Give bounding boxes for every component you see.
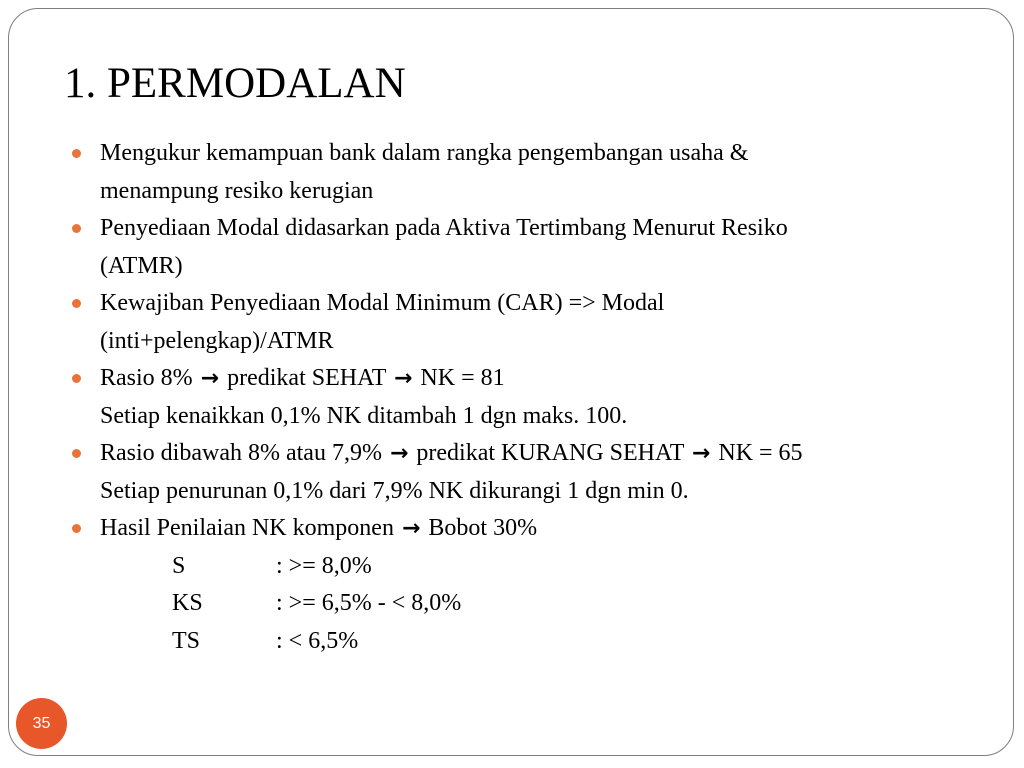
- predicate-text: predikat SEHAT: [227, 365, 386, 391]
- bullet-text-line: Penyediaan Modal didasarkan pada Aktiva Tertimbang Menurut Resiko: [100, 215, 788, 241]
- bullet-text-line: (ATMR): [100, 252, 183, 279]
- bullet-text-line: Setiap penurunan 0,1% dari 7,9% NK dikurangi 1 dgn min 0.: [100, 477, 689, 504]
- weight-text: Bobot 30%: [428, 515, 538, 541]
- right-arrow-icon: →: [691, 441, 711, 466]
- bullet-text-line: [100, 510, 952, 548]
- bullet-text-line: [100, 435, 952, 473]
- page-number-badge: 35: [16, 698, 67, 749]
- bullet-text-line: menampung resiko kerugian: [100, 177, 374, 204]
- assessment-text: Hasil Penilaian NK komponen: [100, 515, 394, 541]
- bullet-item-2: [72, 210, 952, 285]
- grade-code: TS: [172, 627, 201, 654]
- bullet-item-1: [72, 135, 952, 210]
- score-text: NK = 81: [420, 365, 505, 391]
- bullet-dot-icon: [72, 374, 81, 383]
- predicate-text: predikat KURANG SEHAT: [416, 440, 684, 466]
- bullet-text-line: [100, 360, 952, 398]
- score-text: NK = 65: [718, 440, 803, 466]
- bullet-item-6: [72, 510, 952, 660]
- grade-code: KS: [172, 590, 203, 616]
- bullet-text-line: Setiap kenaikkan 0,1% NK ditambah 1 dgn maks. 100.: [100, 402, 628, 429]
- slide-title: 1. PERMODALAN: [64, 60, 406, 107]
- ratio-text: Rasio dibawah 8% atau 7,9%: [100, 440, 382, 466]
- right-arrow-icon: →: [389, 441, 409, 466]
- grade-criteria: : >= 8,0%: [276, 552, 372, 579]
- grade-row-ts: [100, 623, 952, 661]
- bullet-dot-icon: [72, 299, 81, 308]
- bullet-text-line: (inti+pelengkap)/ATMR: [100, 327, 334, 354]
- ratio-text: Rasio 8%: [100, 365, 193, 391]
- right-arrow-icon: →: [200, 366, 220, 391]
- bullet-list: [72, 135, 952, 660]
- grade-row-ks: [100, 585, 952, 623]
- bullet-item-4: [72, 360, 952, 435]
- bullet-text-line: Mengukur kemampuan bank dalam rangka pengembangan usaha &: [100, 140, 749, 166]
- grade-row-s: [100, 548, 952, 586]
- bullet-dot-icon: [72, 524, 81, 533]
- bullet-item-5: [72, 435, 952, 510]
- bullet-dot-icon: [72, 149, 81, 158]
- bullet-dot-icon: [72, 449, 81, 458]
- grade-code: S: [172, 552, 186, 579]
- right-arrow-icon: →: [401, 516, 421, 541]
- bullet-text-line: Kewajiban Penyediaan Modal Minimum (CAR) => Modal: [100, 290, 665, 316]
- grade-criteria: : >= 6,5% - < 8,0%: [276, 590, 462, 616]
- right-arrow-icon: →: [393, 366, 413, 391]
- bullet-dot-icon: [72, 224, 81, 233]
- bullet-item-3: [72, 285, 952, 360]
- grade-criteria: : < 6,5%: [276, 627, 359, 654]
